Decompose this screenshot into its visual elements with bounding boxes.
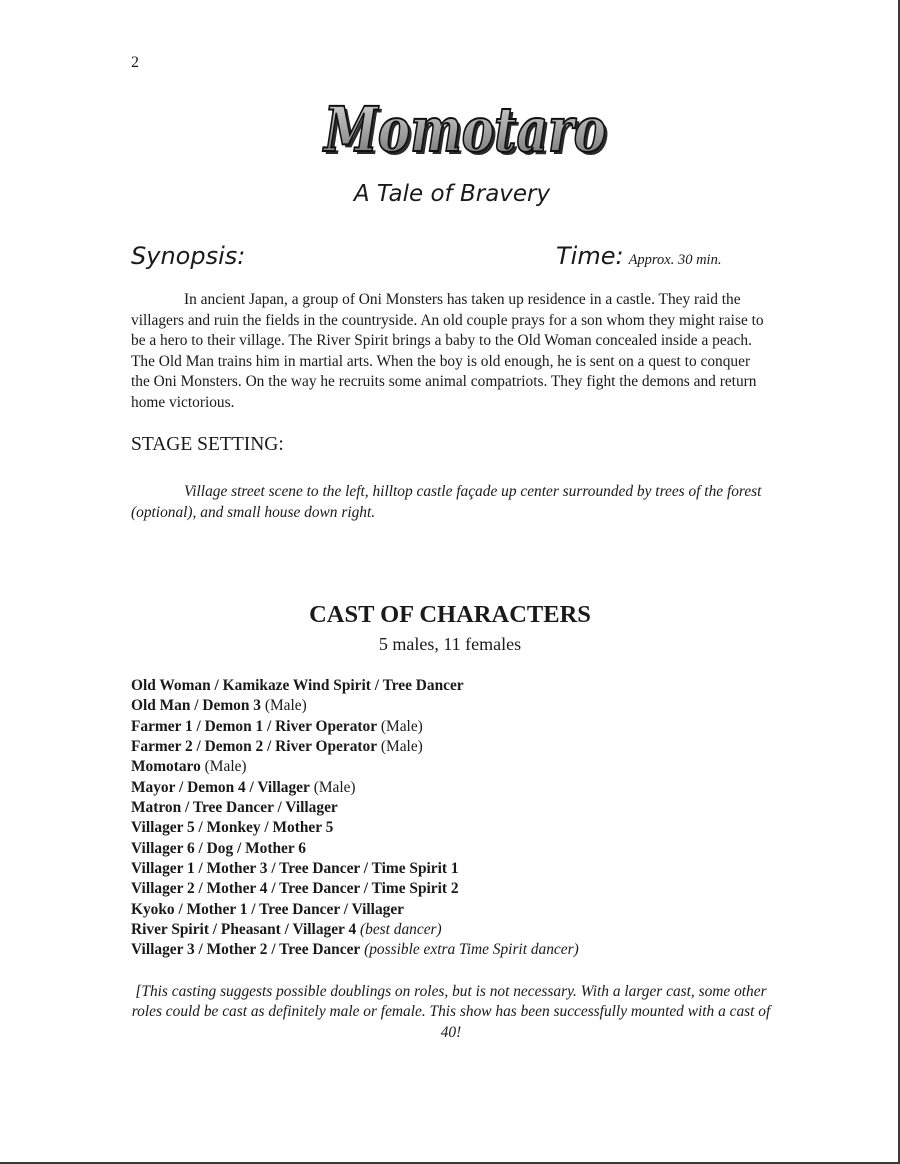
cast-role: Matron / Tree Dancer / Villager xyxy=(131,799,338,817)
cast-role: Villager 2 / Mother 4 / Tree Dancer / Time Spirit 2 xyxy=(131,880,459,898)
stage-setting-heading: STAGE SETTING: xyxy=(131,434,284,455)
cast-role: Farmer 2 / Demon 2 / River Operator xyxy=(131,738,378,756)
cast-list xyxy=(131,676,579,961)
cast-member xyxy=(131,717,579,737)
cast-role: Villager 6 / Dog / Mother 6 xyxy=(131,839,306,857)
cast-role: Momotaro xyxy=(131,758,201,776)
cast-note: (best dancer) xyxy=(360,921,442,939)
stage-setting-body: Village street scene to the left, hilltop castle façade up center surrounded by trees of the forest (optional), and small house down right. xyxy=(131,483,762,521)
cast-role: Villager 3 / Mother 2 / Tree Dancer xyxy=(131,941,361,959)
cast-role: River Spirit / Pheasant / Villager 4 xyxy=(131,921,357,939)
cast-role: Villager 5 / Monkey / Mother 5 xyxy=(131,819,334,837)
cast-heading: CAST OF CHARACTERS xyxy=(309,601,591,628)
time-label: Time: xyxy=(556,242,624,270)
cast-member xyxy=(131,839,579,859)
synopsis-heading: Synopsis: xyxy=(131,242,246,270)
cast-member xyxy=(131,696,579,716)
cast-note: (Male) xyxy=(313,778,356,796)
cast-note: (Male) xyxy=(204,758,247,776)
time-value: Approx. 30 min. xyxy=(628,252,722,268)
cast-member xyxy=(131,818,579,838)
cast-member xyxy=(131,757,579,777)
title-logo xyxy=(310,88,620,178)
title-logo-shadow: Momotaro xyxy=(325,96,609,169)
title-logo-text: Momotaro xyxy=(322,93,606,166)
cast-note: (Male) xyxy=(380,717,423,735)
cast-role: Villager 1 / Mother 3 / Tree Dancer / Time Spirit 1 xyxy=(131,860,459,878)
cast-note: (Male) xyxy=(380,738,423,756)
cast-member xyxy=(131,778,579,798)
cast-note: (possible extra Time Spirit dancer) xyxy=(364,941,579,959)
cast-member xyxy=(131,900,579,920)
cast-role: Old Man / Demon 3 xyxy=(131,697,261,715)
cast-member xyxy=(131,940,579,960)
cast-member xyxy=(131,737,579,757)
cast-role: Mayor / Demon 4 / Villager xyxy=(131,778,310,796)
cast-note: (Male) xyxy=(264,697,307,715)
casting-note: [This casting suggests possible doublings on roles, but is not necessary. With a larger cast, some other roles could be cast as definitely male or female. This show has been successfully mounted with a cast of 40! xyxy=(131,983,771,1041)
cast-count: 5 males, 11 females xyxy=(378,634,522,654)
cast-member xyxy=(131,920,579,940)
cast-member xyxy=(131,879,579,899)
cast-role: Farmer 1 / Demon 1 / River Operator xyxy=(131,717,378,735)
cast-member xyxy=(131,798,579,818)
synopsis-body: In ancient Japan, a group of Oni Monsters has taken up residence in a castle. They raid the villagers and ruin the fields in the countryside. An old couple prays for a son whom they might raise to be a hero to their village. The River Spirit brings a baby to the Old Woman concealed inside a peach. The Old Man trains him in martial arts. When the boy is old enough, he is sent on a quest to conquer the Oni Monsters. On the way he recruits some animal compatriots. They fight the demons and return home victorious. xyxy=(131,291,764,411)
time-heading xyxy=(556,242,721,270)
cast-member xyxy=(131,676,579,696)
page-number: 2 xyxy=(131,54,139,71)
cast-role: Old Woman / Kamikaze Wind Spirit / Tree Dancer xyxy=(131,677,464,694)
subtitle: A Tale of Bravery xyxy=(353,181,551,207)
cast-role: Kyoko / Mother 1 / Tree Dancer / Villager xyxy=(131,900,405,918)
cast-member xyxy=(131,859,579,879)
